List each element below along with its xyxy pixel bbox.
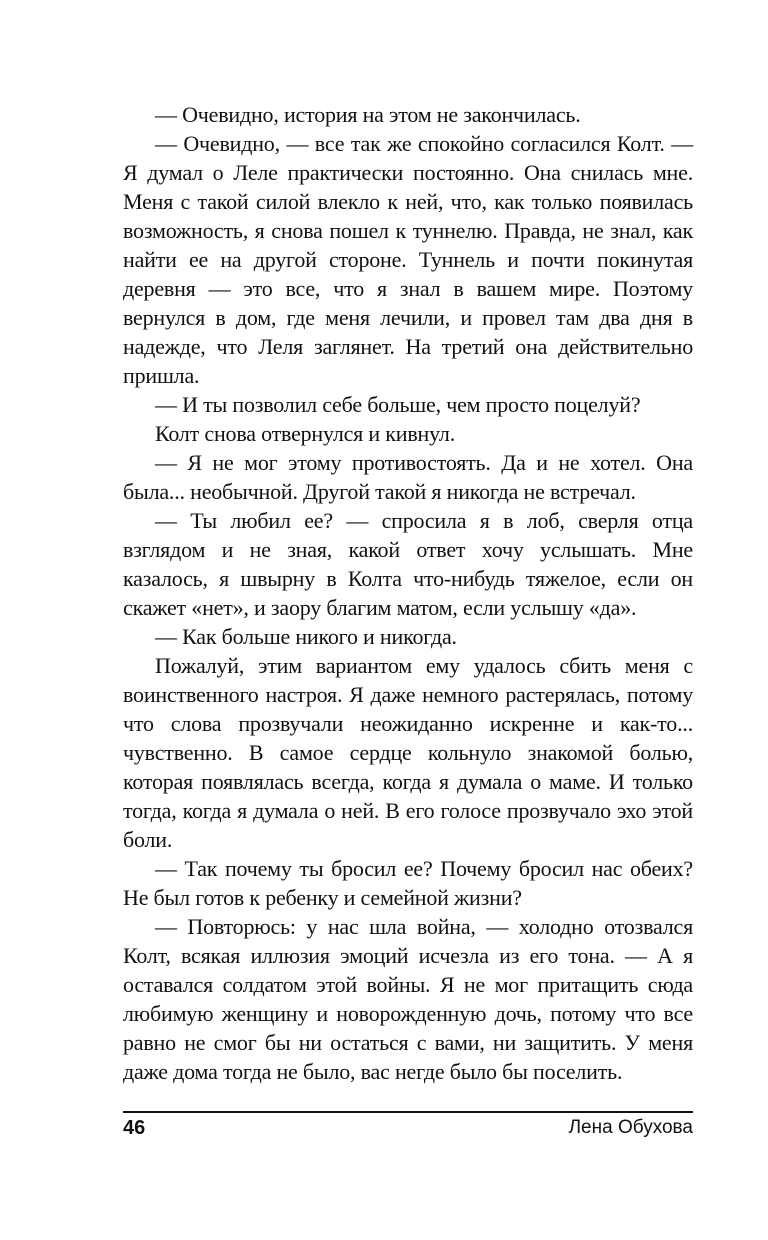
paragraph: — И ты позволил себе больше, чем просто поцелуй? [155,392,641,417]
paragraph: — Очевидно, — все так же спокойно согласился Колт. — Я думал о Леле практически постоянно. Она снилась мне. Меня с такой силой влекло к ней, что, как только появилась возможность, я снова пошел к туннелю. Правда, не знал, как найти ее на другой стороне. Туннель и почти покинутая деревня — это все, что я знал в вашем мире. Поэтому вернулся в дом, где меня лечили, и провел там два дня в надежде, что Леля заглянет. На третий она действительно пришла. [123,131,693,388]
paragraph: — Повторюсь: у нас шла война, — холодно отозвался Колт, всякая иллюзия эмоций исчезла из его тона. — А я оставался солдатом этой войны. Я не мог притащить сюда любимую женщину и новорожденную дочь, потому что все равно не смог бы ни остаться с вами, ни защитить. У меня даже дома тогда не было, вас негде было бы поселить. [123,914,693,1084]
paragraph: — Очевидно, история на этом не закончилась. [155,102,581,127]
page-number: 46 [123,1117,146,1139]
paragraph: Колт снова отвернулся и кивнул. [155,421,456,446]
paragraph: — Ты любил ее? — спросила я в лоб, сверля отца взглядом и не зная, какой ответ хочу услышать. Мне казалось, я швырну в Колта что-нибудь тяжелое, если он скажет «нет», и заору благим матом, если услышу «да». [123,508,693,620]
paragraph: — Как больше никого и никогда. [155,624,457,649]
paragraph: — Я не мог этому противостоять. Да и не хотел. Она была... необычной. Другой такой я никогда не встречал. [123,450,693,504]
running-author: Лена Обухова [568,1117,693,1138]
footer-divider [123,1111,693,1113]
page-footer [123,1115,693,1141]
paragraph: Пожалуй, этим вариантом ему удалось сбить меня с воинственного настроя. Я даже немного растерялась, потому что слова прозвучали неожиданно искренне и как-то... чувственно. В самое сердце кольнуло знакомой болью, которая появлялась всегда, когда я думала о маме. И только тогда, когда я думала о ней. В его голосе прозвучало эхо этой боли. [123,653,693,852]
body-text [123,100,693,1086]
paragraph: — Так почему ты бросил ее? Почему бросил нас обеих? Не был готов к ребенку и семейной жизни? [123,856,693,910]
